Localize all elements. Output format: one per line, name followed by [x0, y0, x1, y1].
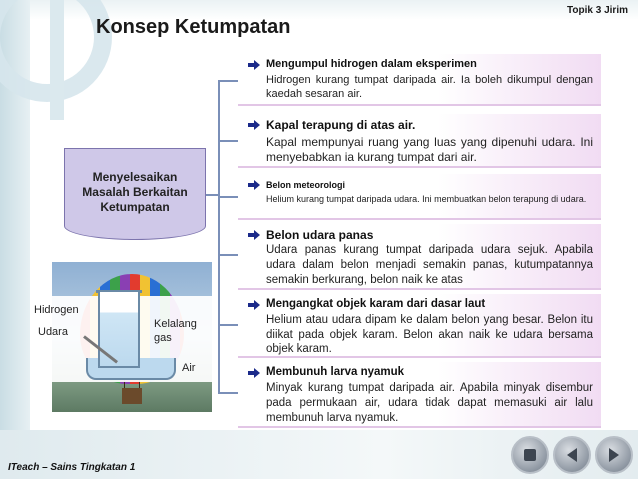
connector-3 — [218, 196, 238, 198]
home-icon — [522, 447, 538, 463]
label-hydrogen: Hidrogen — [34, 304, 79, 316]
arrow-bullet-icon — [248, 180, 260, 190]
card-title: Belon udara panas — [266, 228, 374, 242]
forward-arrow-icon — [606, 447, 622, 463]
next-button[interactable] — [595, 436, 633, 474]
card-ship — [238, 114, 601, 168]
arrow-bullet-icon — [248, 60, 260, 70]
card-body: Udara panas kurang tumpat daripada udara sejuk. Apabila udara dalam belon menjadi semakin panas, kutumpatannya semakin berkurang, belon naik ke atas — [266, 244, 593, 286]
arrow-bullet-icon — [248, 120, 260, 130]
card-mosquito-larva — [238, 362, 601, 428]
balloon-basket — [122, 388, 142, 404]
connector-6 — [218, 392, 238, 394]
label-udara: Udara — [38, 326, 68, 338]
card-hot-air-balloon — [238, 224, 601, 290]
card-title: Kapal terapung di atas air. — [266, 118, 416, 132]
page-title: Konsep Ketumpatan — [96, 16, 291, 38]
connector-vertical — [218, 80, 220, 392]
previous-button[interactable] — [553, 436, 591, 474]
connector-4 — [218, 254, 238, 256]
card-body: Helium kurang tumpat daripada udara. Ini membuatkan belon terapung di udara. — [266, 194, 587, 204]
banner-line-1: Menyelesaikan — [92, 170, 178, 184]
card-meteorological-balloon — [238, 174, 601, 220]
banner-line-3: Ketumpatan — [100, 200, 170, 214]
back-arrow-icon — [564, 447, 580, 463]
card-hydrogen — [238, 54, 601, 106]
connector-5 — [218, 324, 238, 326]
banner-line-2: Masalah Berkaitan — [82, 185, 188, 199]
card-title: Membunuh larva nyamuk — [266, 366, 405, 378]
card-body: Helium atau udara dipam ke dalam belon yang besar. Belon itu diikat pada objek karam. Belon akan naik ke udara bersama objek karam. — [266, 314, 593, 355]
home-button[interactable] — [511, 436, 549, 474]
connector-2 — [218, 140, 238, 142]
footer-text: ITeach – Sains Tingkatan 1 — [8, 462, 136, 473]
card-body: Minyak kurang tumpat daripada air. Apabila minyak disembur pada permukaan air, udara tidak dapat memasuki air lalu membunuh larva nyamuk. — [266, 382, 593, 424]
label-gas: gas — [154, 332, 172, 344]
label-kelalang: Kelalang — [154, 318, 197, 330]
gas-jar — [98, 292, 140, 368]
card-title: Mengumpul hidrogen dalam eksperimen — [266, 58, 477, 70]
card-body: Hidrogen kurang tumpat daripada air. Ia boleh dikumpul dengan kaedah sesaran air. — [266, 74, 593, 100]
label-air: Air — [182, 362, 196, 374]
connector-1 — [218, 80, 238, 82]
banner-text — [64, 170, 206, 215]
arrow-bullet-icon — [248, 368, 260, 378]
topic-label: Topik 3 Jirim — [567, 5, 628, 16]
decorative-bar — [50, 0, 64, 120]
card-sunken-object — [238, 294, 601, 358]
card-body: Kapal mempunyai ruang yang luas yang dipenuhi udara. Ini menyebabkan ia kurang tumpat dari air. — [266, 135, 593, 164]
card-title: Mengangkat objek karam dari dasar laut — [266, 298, 486, 310]
arrow-bullet-icon — [248, 230, 260, 240]
card-title: Belon meteorologi — [266, 180, 346, 190]
arrow-bullet-icon — [248, 300, 260, 310]
